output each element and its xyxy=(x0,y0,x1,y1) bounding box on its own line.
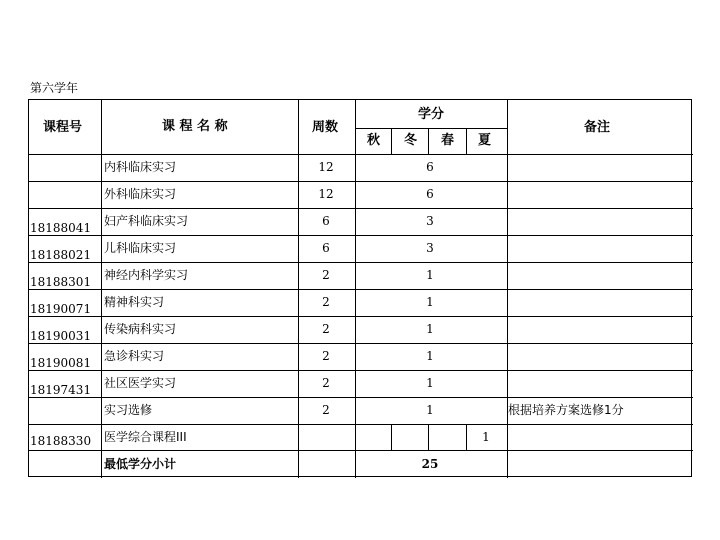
course-code: 18188041 xyxy=(30,221,92,235)
course-code: 18188330 xyxy=(30,434,92,448)
course-credit: 1 xyxy=(426,349,434,363)
course-remark: 根据培养方案选修1分 xyxy=(508,403,624,417)
row-divider xyxy=(29,397,693,398)
course-name: 精神科实习 xyxy=(104,295,165,309)
course-credit: 1 xyxy=(426,322,434,336)
row-divider xyxy=(29,154,693,155)
course-credit: 1 xyxy=(482,430,490,444)
total-value: 25 xyxy=(421,457,439,471)
col-divider xyxy=(466,128,467,154)
course-weeks: 12 xyxy=(318,160,334,174)
row-divider xyxy=(29,450,693,451)
course-name: 医学综合课程III xyxy=(104,430,187,444)
course-name: 实习选修 xyxy=(104,403,153,417)
course-weeks: 2 xyxy=(322,322,330,336)
row-divider xyxy=(29,181,693,182)
col-divider xyxy=(391,128,392,154)
row-divider xyxy=(29,208,693,209)
row-divider xyxy=(29,424,693,425)
course-code: 18197431 xyxy=(30,383,92,397)
header-spring: 春 xyxy=(441,133,455,148)
row-divider xyxy=(29,370,693,371)
header-weeks: 周数 xyxy=(312,120,339,135)
course-name: 儿科临床实习 xyxy=(104,241,177,255)
course-credit: 1 xyxy=(426,376,434,390)
course-weeks: 6 xyxy=(322,241,330,255)
section-title: 第六学年 xyxy=(30,81,79,95)
course-credit: 1 xyxy=(426,268,434,282)
header-remarks: 备注 xyxy=(584,120,611,135)
course-name: 妇产科临床实习 xyxy=(104,214,189,228)
course-credit: 6 xyxy=(426,160,434,174)
course-name: 社区医学实习 xyxy=(104,376,177,390)
header-summer: 夏 xyxy=(478,133,492,148)
row-divider xyxy=(355,128,507,129)
row-divider xyxy=(29,343,693,344)
course-credit: 3 xyxy=(426,214,434,228)
course-name: 急诊科实习 xyxy=(104,349,165,363)
header-winter: 冬 xyxy=(404,133,418,148)
header-credits: 学分 xyxy=(418,107,445,122)
header-course-code: 课程号 xyxy=(43,120,83,135)
course-code: 18190071 xyxy=(30,302,92,316)
row-divider xyxy=(29,289,693,290)
course-name: 内科临床实习 xyxy=(104,160,177,174)
course-name: 外科临床实习 xyxy=(104,187,177,201)
col-divider xyxy=(391,424,392,450)
course-name: 传染病科实习 xyxy=(104,322,177,336)
course-code: 18190081 xyxy=(30,356,92,370)
course-code: 18188301 xyxy=(30,275,92,289)
course-name: 神经内科学实习 xyxy=(104,268,189,282)
course-weeks: 2 xyxy=(322,349,330,363)
course-credit: 3 xyxy=(426,241,434,255)
course-weeks: 2 xyxy=(322,376,330,390)
row-divider xyxy=(29,235,693,236)
course-credit: 6 xyxy=(426,187,434,201)
course-code: 18188021 xyxy=(30,248,92,262)
course-weeks: 6 xyxy=(322,214,330,228)
course-code: 18190031 xyxy=(30,329,92,343)
course-weeks: 2 xyxy=(322,268,330,282)
course-weeks: 2 xyxy=(322,295,330,309)
course-weeks: 12 xyxy=(318,187,334,201)
row-divider xyxy=(29,316,693,317)
col-divider xyxy=(428,128,429,154)
col-divider xyxy=(428,424,429,450)
course-credit: 1 xyxy=(426,295,434,309)
course-weeks: 2 xyxy=(322,403,330,417)
header-course-name: 课 程 名 称 xyxy=(162,119,228,134)
course-credit: 1 xyxy=(426,403,434,417)
total-label: 最低学分小计 xyxy=(104,457,177,471)
course-table xyxy=(28,99,692,477)
header-autumn: 秋 xyxy=(367,133,381,148)
row-divider xyxy=(29,262,693,263)
